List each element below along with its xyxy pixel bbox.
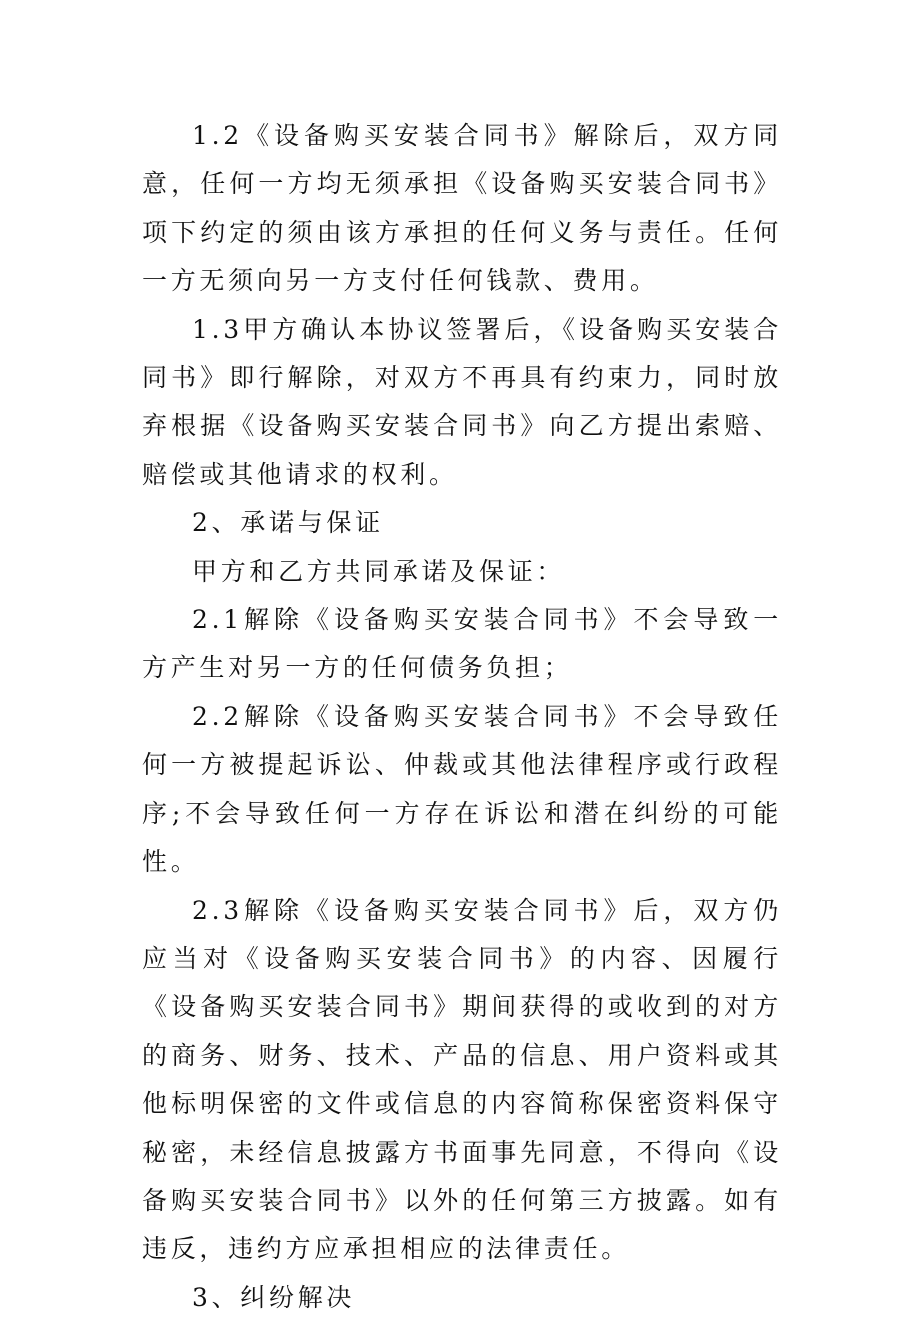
clause-2-3: 2.3解除《设备购买安装合同书》后，双方仍应当对《设备购买安装合同书》的内容、因履行《设备购买安装合同书》期间获得的或收到的对方的商务、财务、技术、产品的信息、用户资料或其他标明保密的文件或信息的内容简称保密资料保守秘密，未经信息披露方书面事先同意，不得向《设备购买安装合同书》以外的任何第三方披露。如有违反，违约方应承担相应的法律责任。 — [142, 895, 782, 1264]
section-2-intro: 甲方和乙方共同承诺及保证： — [192, 556, 566, 586]
clause-1-2: 1.2《设备购买安装合同书》解除后，双方同意，任何一方均无须承担《设备购买安装合同书》项下约定的须由该方承担的任何义务与责任。任何一方无须向另一方支付任何钱款、费用。 — [142, 121, 782, 296]
clause-2-1: 2.1解除《设备购买安装合同书》不会导致一方产生对另一方的任何债务负担； — [142, 605, 782, 683]
section-3-heading: 3、纠纷解决 — [192, 1282, 356, 1312]
section-2-heading: 2、承诺与保证 — [192, 508, 384, 538]
clause-1-3: 1.3甲方确认本协议签署后，《设备购买安装合同书》即行解除，对双方不再具有约束力，同时放弃根据《设备购买安装合同书》向乙方提出索赔、赔偿或其他请求的权利。 — [142, 314, 782, 489]
clause-2-2: 2.2解除《设备购买安装合同书》不会导致任何一方被提起诉讼、仲裁或其他法律程序或行政程序;不会导致任何一方存在诉讼和潜在纠纷的可能性。 — [142, 701, 782, 877]
document-body — [142, 112, 782, 1322]
